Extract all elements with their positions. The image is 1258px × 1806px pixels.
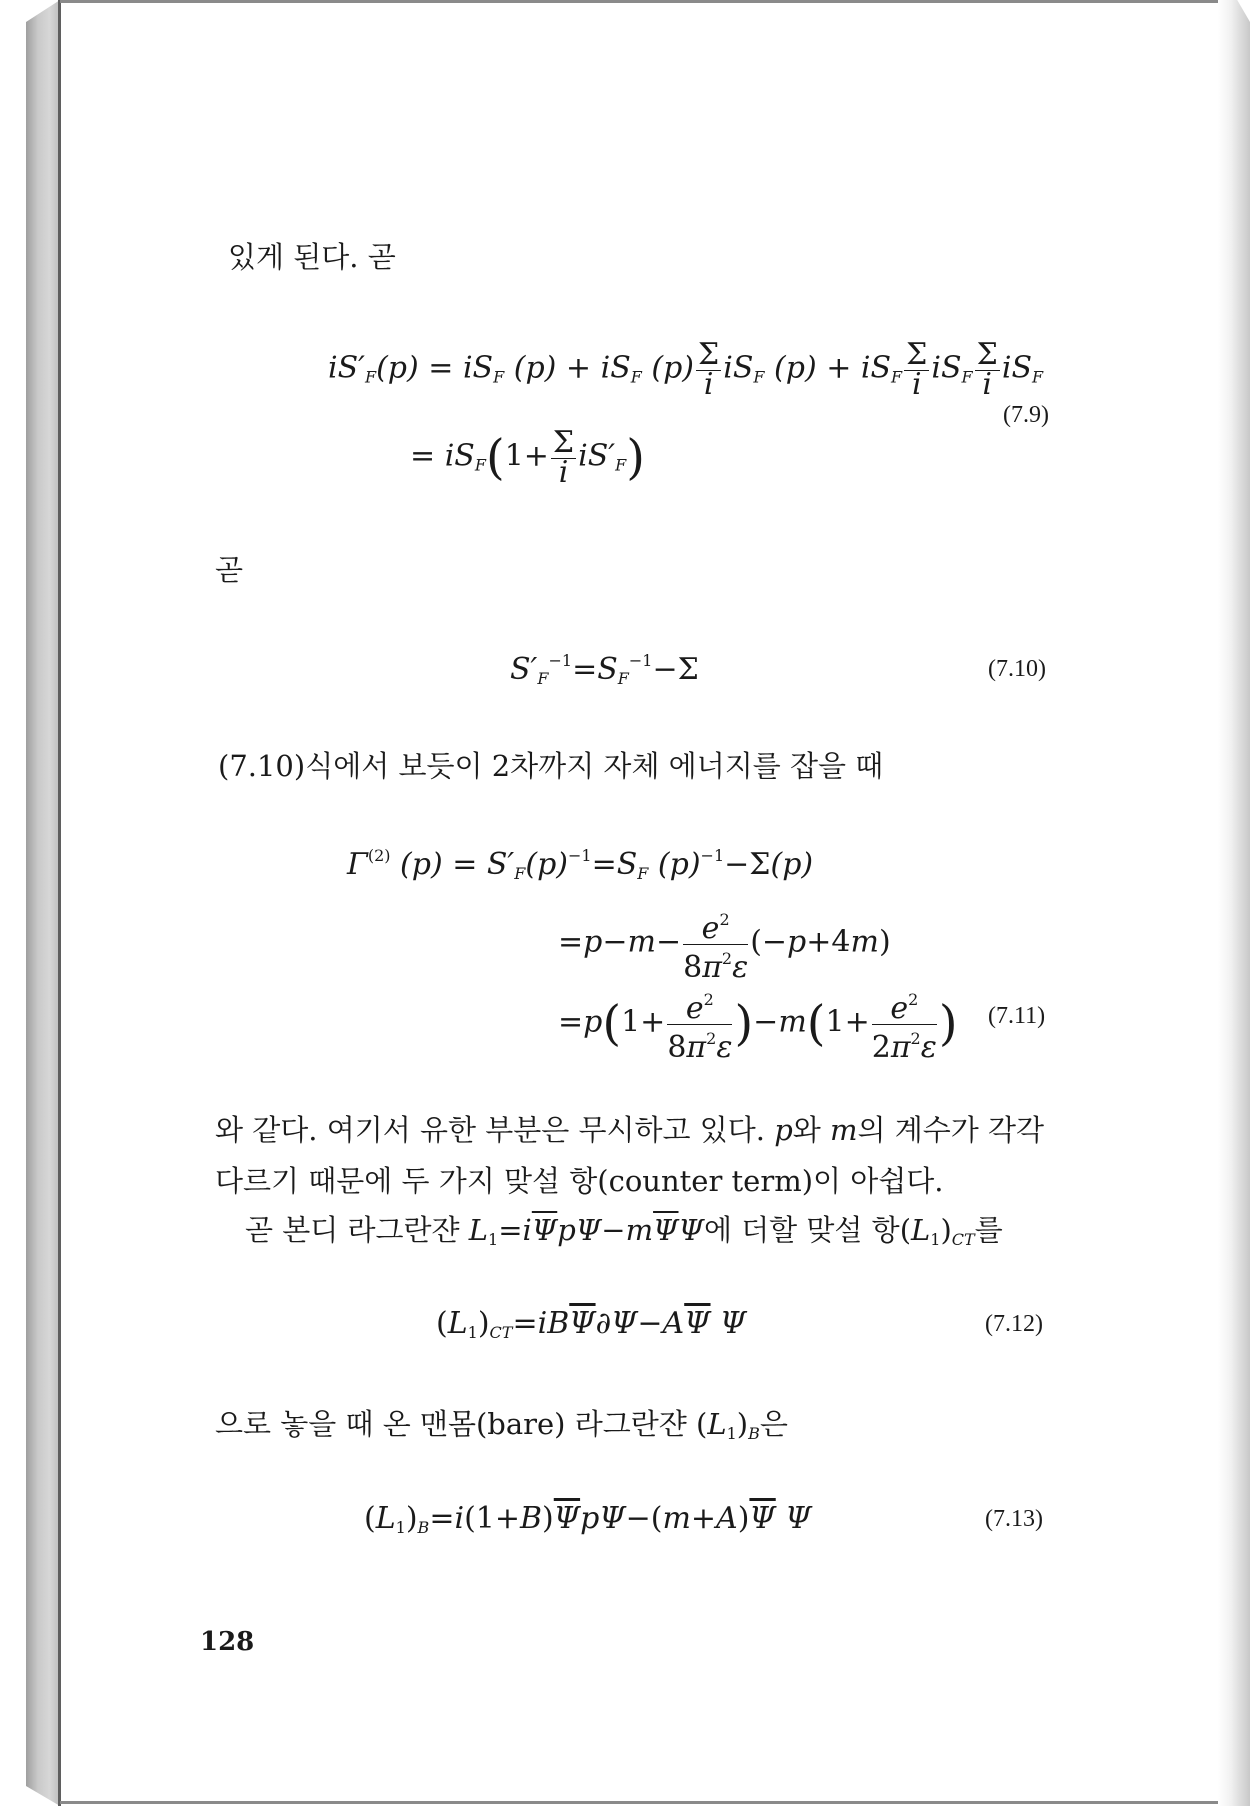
equation-7-11-line2: =p−m− $\frac{e^2}{8\pi^2\varepsilon}$ (−p+4m) [558,905,891,982]
equation-number: (7.10) [988,656,1046,682]
text-fragment: 를 [974,1213,1003,1247]
equation-7-9-line1: $iS'_F(p) = iS_F$ $(p) + iS_F$ (p) $\frac{\Sigma}{i}$ $iS_F$ $(p) + iS_F$ $\frac{\Sigma}{i}$ $iS_F$ $\frac{\Sigma}{i}$ $iS_F$ [328,337,1044,402]
page-bottom-edge [60,1801,1218,1804]
paragraph-self-energy: (7.10)식에서 보듯이 2차까지 자체 에너지를 잡을 때 [218,749,884,783]
paragraph-lagrangian: 곧 본디 라그란쟌 $L_1=i\overline{\Psi}p\Psi-m\overline{\Psi}\Psi$에 더할 맞설 항$(L_1)_{CT}$를 [245,1213,1003,1249]
equation-7-12: $(L_1)_{CT}=iB\overline{\Psi}\partial\Psi-A\overline{\Psi}$ Ψ [436,1306,747,1342]
paragraph-counterterm-line2: 다르기 때문에 두 가지 맞설 항(counter term)이 아쉽다. [215,1164,944,1198]
page-right-edge [1218,0,1250,1806]
equation-7-13: $(L_1)_B=i(1+B)\overline{\Psi}p\Psi-(m+A)\overline{\Psi}$ Ψ [364,1501,812,1537]
paragraph-bare-lagrangian: 으로 놓을 때 온 맨몸(bare) 라그란쟌 $(L_1)_B$은 [215,1407,788,1443]
text-fragment: 은 [759,1407,788,1441]
text-fragment: 으로 놓을 때 온 맨몸(bare) 라그란쟌 [215,1407,687,1441]
equation-number: (7.12) [985,1311,1043,1337]
page-top-edge [60,0,1218,3]
spine-edge-line [58,0,61,1806]
paragraph-then: 곧 [215,553,244,587]
equation-7-10: $S'_F^{-1}=S_F^{-1}-\Sigma$ [510,651,699,688]
text-fragment: 와 [792,1113,821,1147]
text-fragment: 에 더할 맞설 항 [703,1213,900,1247]
equation-number: (7.9) [1003,402,1049,428]
equation-number: (7.11) [988,1003,1046,1029]
text-fragment: 의 계수가 각각 [857,1113,1045,1147]
paragraph-intro: 있게 된다. 곧 [228,240,396,274]
equation-7-11-line3: =p(1+ $\frac{e^2}{8\pi^2\varepsilon}$ )−m(1+ $\frac{e^2}{2\pi^2\varepsilon}$ ) [558,985,958,1062]
page-number: 128 [200,1627,255,1657]
equation-7-11-line1: $\Gamma^{(2)}$ $(p) = S'_F(p)^{-1}=S_F$ $(p)^{-1}-\Sigma(p)$ [347,846,814,883]
equation-number: (7.13) [985,1506,1043,1532]
book-spine [26,0,60,1806]
equation-7-9-line2: = $iS_F(1+$ $\frac{\Sigma}{i}$ $iS'_F$) [410,425,645,490]
text-fragment: 곧 본디 라그란쟌 [245,1213,460,1247]
paragraph-counterterm-line1: 와 같다. 여기서 유한 부분은 무시하고 있다. p와 m의 계수가 각각 [215,1113,1045,1147]
text-fragment: 와 같다. 여기서 유한 부분은 무시하고 있다. [215,1113,765,1147]
